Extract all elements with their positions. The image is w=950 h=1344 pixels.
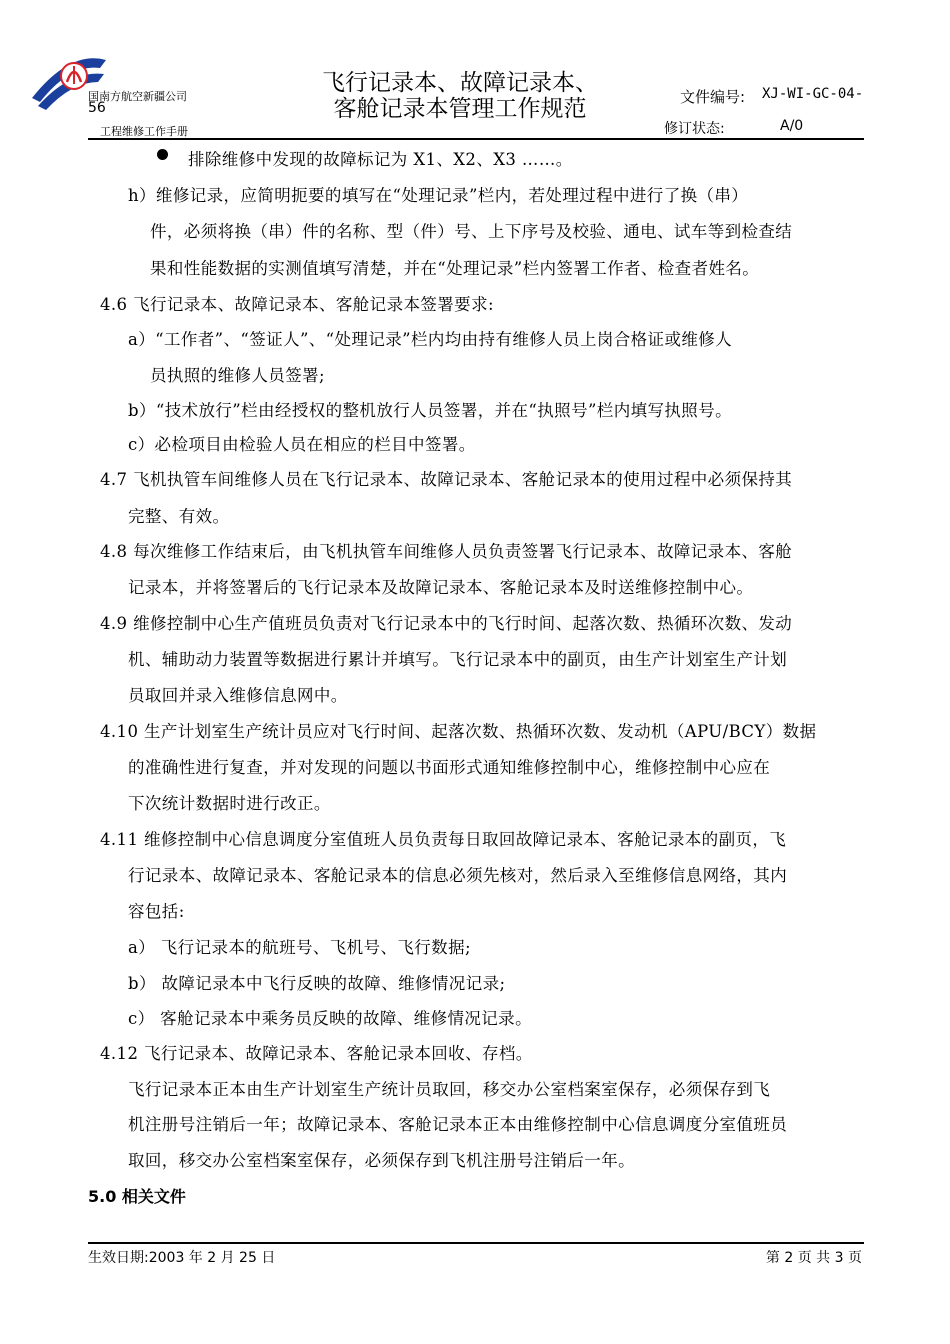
footer-divider: [88, 1242, 864, 1244]
company-name: 国南方航空新疆公司: [88, 90, 187, 103]
section-4-6-c: c）必检项目由检验人员在相应的栏目中签署。: [128, 435, 476, 454]
manual-name: 工程维修工作手册: [100, 125, 188, 138]
revision-label: 修订状态:: [664, 121, 725, 137]
section-4-12-para-3: 取回，移交办公室档案室保存，必须保存到飞机注册号注销后一年。: [128, 1151, 635, 1170]
section-4-11-c: c） 客舱记录本中乘务员反映的故障、维修情况记录。: [128, 1009, 532, 1028]
section-4-11-a: a） 飞行记录本的航班号、飞机号、飞行数据;: [128, 938, 471, 957]
header-number: 56: [88, 100, 106, 116]
section-4-10-2: 的准确性进行复查，并对发现的问题以书面形式通知维修控制中心，维修控制中心应在: [128, 758, 771, 777]
section-4-9-2: 机、辅助动力装置等数据进行累计并填写。飞行记录本中的副页，由生产计划室生产计划: [128, 650, 788, 669]
item-h-line-2: 件，必须将换（串）件的名称、型（件）号、上下序号及校验、通电、试车等到检查结: [150, 222, 793, 241]
title-line-1: 飞行记录本、故障记录本、: [322, 70, 598, 96]
document-title: [300, 70, 620, 122]
section-4-11-b: b） 故障记录本中飞行反映的故障、维修情况记录;: [128, 974, 506, 993]
header-divider: [88, 138, 864, 140]
section-4-9-1: 4.9 维修控制中心生产值班员负责对飞行记录本中的飞行时间、起落次数、热循环次数、发动: [100, 614, 793, 633]
section-4-12: 4.12 飞行记录本、故障记录本、客舱记录本回收、存档。: [100, 1044, 533, 1063]
item-h-line-3: 果和性能数据的实测值填写清楚，并在“处理记录”栏内签署工作者、检查者姓名。: [150, 259, 760, 278]
revision-value: A/0: [780, 118, 804, 134]
section-4-8-1: 4.8 每次维修工作结束后，由飞机执管车间维修人员负责签署飞行记录本、故障记录本、客舱: [100, 542, 793, 561]
section-4-11-3: 容包括:: [128, 902, 185, 921]
section-4-12-para-1: 飞行记录本正本由生产计划室生产统计员取回，移交办公室档案室保存，必须保存到飞: [128, 1080, 771, 1099]
doc-number-label: 文件编号:: [680, 88, 746, 106]
section-4-11-2: 行记录本、故障记录本、客舱记录本的信息必须先核对，然后录入至维修信息网络，其内: [128, 866, 788, 885]
section-4-6-b: b）“技术放行”栏由经授权的整机放行人员签署，并在“执照号”栏内填写执照号。: [128, 401, 733, 420]
section-4-9-3: 员取回并录入维修信息网中。: [128, 686, 348, 705]
effective-date: 生效日期:2003 年 2 月 25 日: [88, 1250, 276, 1266]
section-4-10-1: 4.10 生产计划室生产统计员应对飞行时间、起落次数、热循环次数、发动机（APU/BCY）数据: [100, 722, 817, 741]
section-4-7-2: 完整、有效。: [128, 507, 230, 526]
section-4-6-a-2: 员执照的维修人员签署;: [150, 366, 325, 385]
section-4-11-1: 4.11 维修控制中心信息调度分室值班人员负责每日取回故障记录本、客舱记录本的副页，飞: [100, 830, 787, 849]
section-4-6-a-1: a）“工作者”、“签证人”、“处理记录”栏内均由持有维修人员上岗合格证或维修人: [128, 330, 733, 349]
section-4-6: 4.6 飞行记录本、故障记录本、客舱记录本签署要求:: [100, 295, 494, 314]
page-number: 第 2 页 共 3 页: [765, 1250, 862, 1266]
title-line-2: 客舱记录本管理工作规范: [333, 96, 587, 122]
bullet-line: 排除维修中发现的故障标记为 X1、X2、X3 ……。: [188, 150, 573, 169]
doc-number-value: XJ-WI-GC-04-: [762, 86, 864, 102]
section-4-8-2: 记录本，并将签署后的飞行记录本及故障记录本、客舱记录本及时送维修控制中心。: [128, 578, 754, 597]
section-5-0-heading: 5.0 相关文件: [88, 1187, 186, 1206]
section-4-12-para-2: 机注册号注销后一年；故障记录本、客舱记录本正本由维修控制中心信息调度分室值班员: [128, 1115, 788, 1134]
section-4-7-1: 4.7 飞机执管车间维修人员在飞行记录本、故障记录本、客舱记录本的使用过程中必须保持其: [100, 470, 793, 489]
section-4-10-3: 下次统计数据时进行改正。: [128, 794, 331, 813]
bullet-icon: [157, 149, 168, 160]
item-h-line-1: h）维修记录，应简明扼要的填写在“处理记录”栏内，若处理过程中进行了换（串）: [128, 186, 749, 205]
